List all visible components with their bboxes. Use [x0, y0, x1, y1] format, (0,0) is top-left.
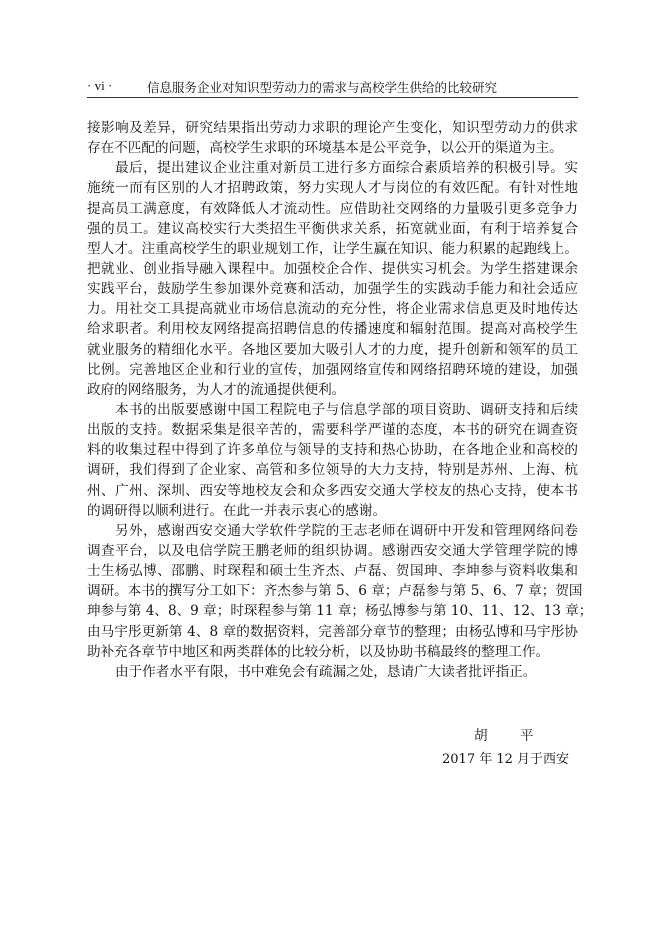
text-line: 提高员工满意度，有效降低人才流动性。应借助社交网络的力量吸引更多竞争力	[87, 200, 578, 217]
text-line: 施统一而有区别的人才招聘政策，努力实现人才与岗位的有效匹配。有针对性地	[87, 180, 578, 197]
text-line: 珅参与第 4、8、9 章；时琛程参与第 11 章；杨弘博参与第 10、11、12、13 章；	[87, 603, 593, 620]
text-line: 强的员工。建议高校实行大类招生平衡供求关系，拓宽就业面，有利于培养复合	[87, 220, 578, 237]
text-line: 料的收集过程中得到了许多单位与领导的支持和热心协助，在各地企业和高校的	[87, 442, 578, 459]
page-number: · vi ·	[87, 78, 113, 93]
text-line: 把就业、创业指导融入课程中。加强校企合作、提供实习机会。为学生搭建课余	[87, 260, 578, 277]
text-line: 政府的网络服务，为人才的流通提供便利。	[87, 381, 346, 398]
paragraph	[87, 118, 578, 158]
text-line: 由马宇彤更新第 4、8 章的数据资料，完善部分章节的整理；由杨弘博和马宇彤协	[87, 623, 578, 640]
text-line: 给求职者。利用校友网络提高招聘信息的传播速度和辐射范围。提高对高校学生	[87, 321, 578, 338]
running-header	[87, 76, 578, 96]
text-line: 就业服务的精细化水平。各地区要加大吸引人才的力度，提升创新和领军的员工	[87, 341, 578, 358]
paragraph	[87, 400, 578, 521]
paragraph	[87, 521, 593, 662]
text-line: 调查平台，以及电信学院王鹏老师的组织协调。感谢西安交通大学管理学院的博	[87, 542, 578, 559]
text-line: 比例。完善地区企业和行业的宣传，加强网络宣传和网络招聘环境的建设，加强	[87, 361, 578, 378]
text-line: 州、广州、深圳、西安等地校友会和众多西安交通大学校友的热心支持，使本书	[87, 482, 578, 499]
text-line: 接影响及差异，研究结果指出劳动力求职的理论产生变化，知识型劳动力的供求	[87, 120, 578, 136]
text-line: 由于作者水平有限，书中难免会有疏漏之处，恳请广大读者批评指正。	[115, 663, 537, 680]
text-line: 助补充各章节中地区和两类群体的比较分析，以及协助书稿最终的整理工作。	[87, 643, 550, 660]
author-signature: 胡 平	[474, 728, 548, 744]
text-line: 力。用社交工具提高就业市场信息流动的充分性，将企业需求信息更及时地传达	[87, 301, 578, 318]
body-text	[87, 118, 593, 682]
text-line: 实践平台，鼓励学生参加课外竞赛和活动，加强学生的实践动手能力和社会适应	[87, 281, 578, 298]
signature-date: 2017 年 12 月于西安	[442, 752, 570, 767]
header-rule	[87, 97, 578, 98]
text-line: 的调研得以顺利进行。在此一并表示衷心的感谢。	[87, 502, 387, 519]
text-line: 调研，我们得到了企业家、高管和多位领导的大力支持，特别是苏州、上海、杭	[87, 462, 578, 479]
text-line: 士生杨弘博、邵鹏、时琛程和硕士生齐杰、卢磊、贺国珅、李坤参与资料收集和	[87, 563, 578, 580]
text-line: 存在不匹配的问题，高校学生求职的环境基本是公平竞争，以公开的渠道为主。	[87, 140, 563, 157]
text-line: 出版的支持。数据采集是很辛苦的，需要科学严谨的态度，本书的研究在调查资	[87, 422, 578, 439]
text-line: 型人才。注重高校学生的职业规划工作，让学生赢在知识、能力积累的起跑线上。	[87, 240, 578, 257]
text-line: 本书的出版要感谢中国工程院电子与信息学部的项目资助、调研支持和后续	[115, 401, 578, 418]
text-line: 最后，提出建议企业注重对新员工进行多方面综合素质培养的积极引导。实	[115, 160, 578, 177]
paragraph	[87, 662, 578, 682]
running-title: 信息服务企业对知识型劳动力的需求与高校学生供给的比较研究	[147, 80, 498, 95]
text-line: 调研。本书的撰写分工如下：齐杰参与第 5、6 章；卢磊参与第 5、6、7 章；贺国	[87, 583, 583, 600]
paragraph	[87, 158, 578, 400]
text-line: 另外，感谢西安交通大学软件学院的王志老师在调研中开发和管理网络问卷	[115, 522, 578, 539]
